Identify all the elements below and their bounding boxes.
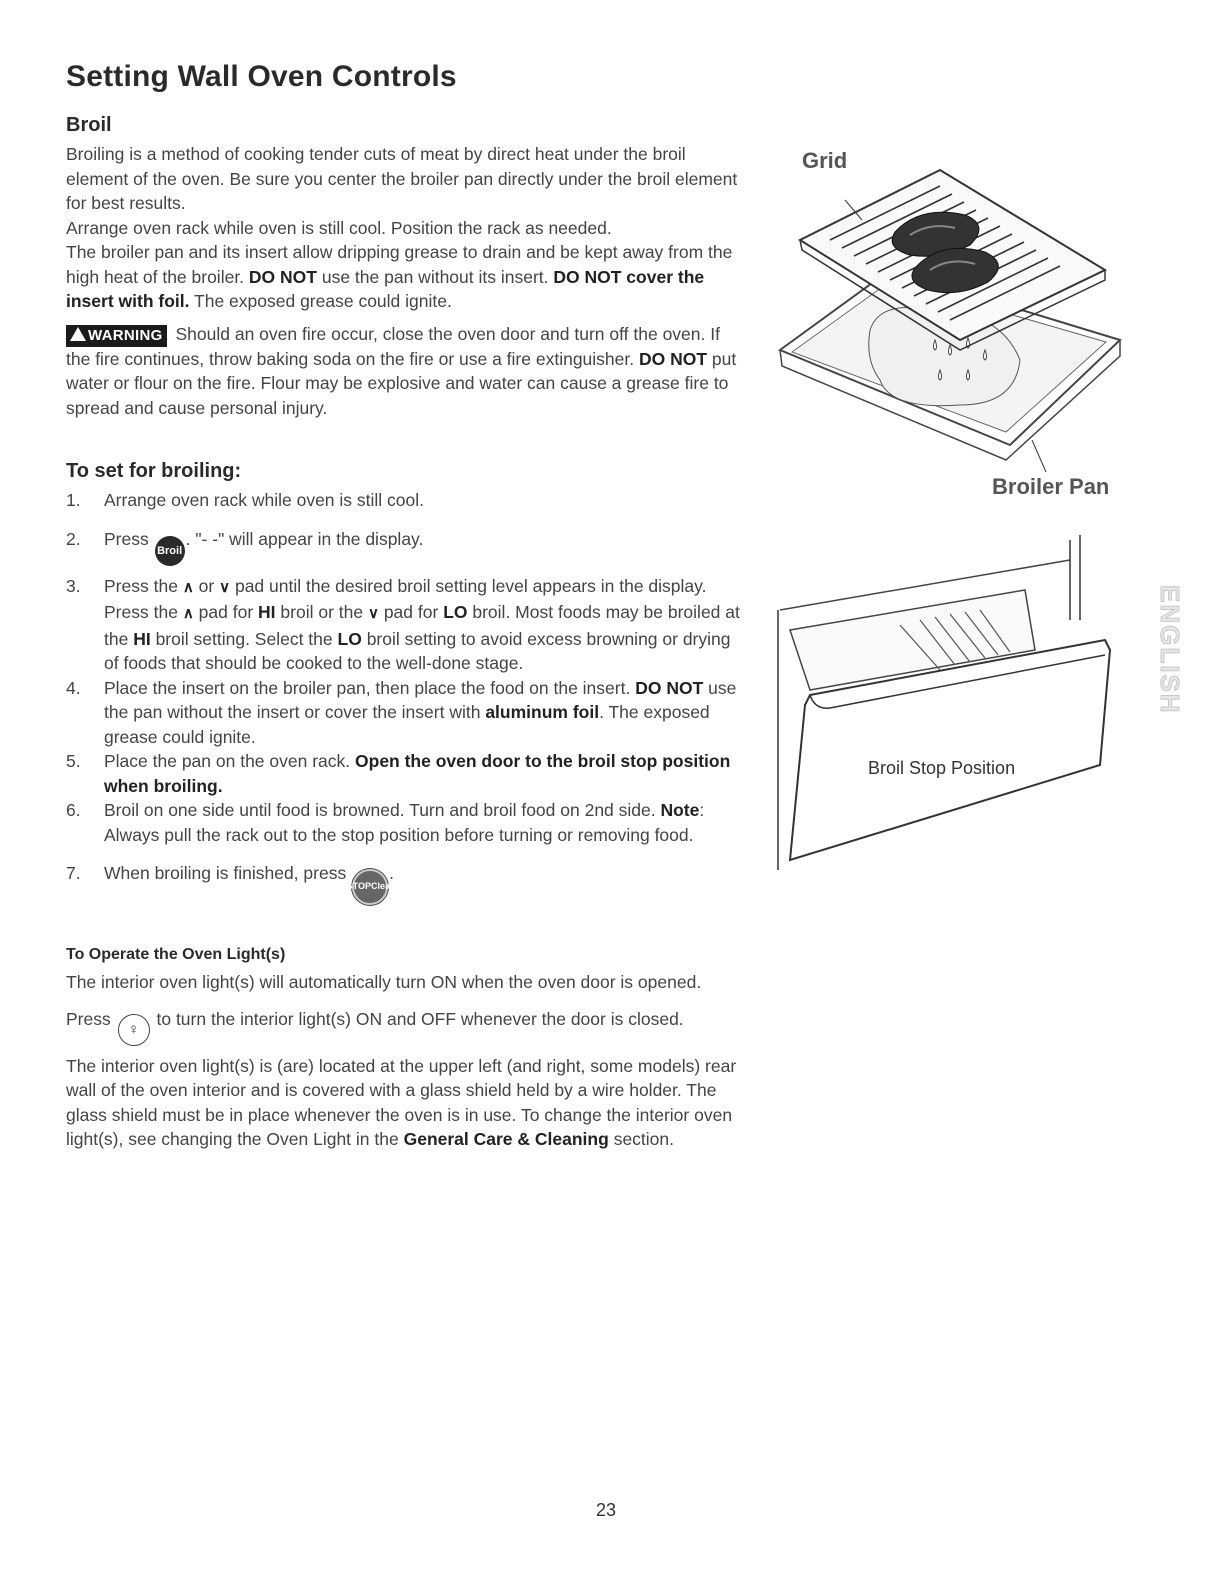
- light-bulb-icon: ♀: [118, 1014, 150, 1046]
- up-arrow-icon: ∧: [182, 578, 194, 596]
- warning-triangle-icon: [70, 327, 86, 341]
- down-arrow-icon: ∨: [219, 578, 231, 596]
- broiling-steps: [66, 488, 746, 905]
- list-item: 1. Arrange oven rack while oven is still cool.: [66, 490, 425, 510]
- broiler-pan-illustration: [770, 160, 1130, 480]
- broil-intro: [66, 142, 746, 420]
- oven-light-paragraph-3: The interior oven light(s) is (are) located at the upper left (and right, some models) rear wall of the oven interior and is covered with a glass shield held by a wire holder. The glass shield must be in place whenever the oven is in use. To change the interior oven light(s), see changing the Oven Light in the General Care & Cleaning section.: [66, 1055, 737, 1149]
- page-number: 23: [595, 1500, 617, 1520]
- warning-badge: WARNING: [66, 325, 167, 347]
- broil-stop-position-label: Broil Stop Position: [868, 758, 1016, 778]
- oven-light-heading: To Operate the Oven Light(s): [66, 946, 286, 963]
- broil-paragraph-3: The broiler pan and its insert allow dripping grease to drain and be kept away from the high heat of the broiler. DO NOT use the pan without its insert. DO NOT cover the insert with foil. The exposed grease could ignite.: [66, 242, 733, 311]
- steps-list: [66, 488, 746, 905]
- oven-light-paragraph-1: The interior oven light(s) will automatically turn ON when the oven door is opened.: [66, 972, 702, 992]
- list-item: 6. Broil on one side until food is browned. Turn and broil food on 2nd side. Note: Always pull the rack out to the stop position before turning or removing food.: [66, 800, 705, 845]
- list-item: 2. Press Broil. "- -" will appear in the display.: [66, 527, 746, 566]
- grid-label: Grid: [802, 148, 848, 173]
- broiler-pan-label: Broiler Pan: [992, 474, 1110, 499]
- broil-pad-icon: Broil: [155, 536, 185, 566]
- oven-light-paragraph-2: Press ♀ to turn the interior light(s) ON and OFF whenever the door is closed.: [66, 1003, 746, 1046]
- broil-paragraph-2: Arrange oven rack while oven is still cool. Position the rack as needed.: [66, 217, 612, 238]
- list-item: 7. When broiling is finished, press STOP Clear .: [66, 861, 746, 905]
- list-item: 5. Place the pan on the oven rack. Open the oven door to the broil stop position when broiling.: [66, 751, 731, 796]
- set-broiling-heading: To set for broiling:: [66, 460, 242, 482]
- broil-paragraph-1: Broiling is a method of cooking tender cuts of meat by direct heat under the broil element of the oven. Be sure you center the broiler pan directly under the broil element for best results.: [66, 144, 738, 213]
- oven-door-illustration: [770, 530, 1130, 880]
- oven-light-section: [66, 970, 746, 1152]
- stop-clear-pad-icon: STOP Clear: [352, 869, 388, 905]
- list-item: 4. Place the insert on the broiler pan, then place the food on the insert. DO NOT use the pan without the insert or cover the insert with aluminum foil. The exposed grease could ignite.: [66, 677, 737, 747]
- down-arrow-icon: ∨: [367, 605, 379, 623]
- warning-paragraph: WARNING Should an oven fire occur, close the oven door and turn off the oven. If the fire continues, throw baking soda on the fire or use a fire extinguisher. DO NOT put water or flour on the fire. Flour may be explosive and water can cause a grease fire to spread and cause personal injury.: [66, 323, 737, 418]
- language-side-tab: ENGLISH: [1155, 585, 1185, 715]
- page-title: Setting Wall Oven Controls: [66, 60, 457, 93]
- up-arrow-icon: ∧: [182, 605, 194, 623]
- broil-heading: Broil: [66, 114, 112, 136]
- list-item: 3. Press the ∧ or ∨ pad until the desired broil setting level appears in the display. Press the ∧ pad for HI broil or the ∨ pad for LO broil. Most foods may be broiled at the HI broil setting. Select the LO broil setting to avoid excess browning or drying of foods that should be cooked to the well-done stage.: [66, 575, 740, 674]
